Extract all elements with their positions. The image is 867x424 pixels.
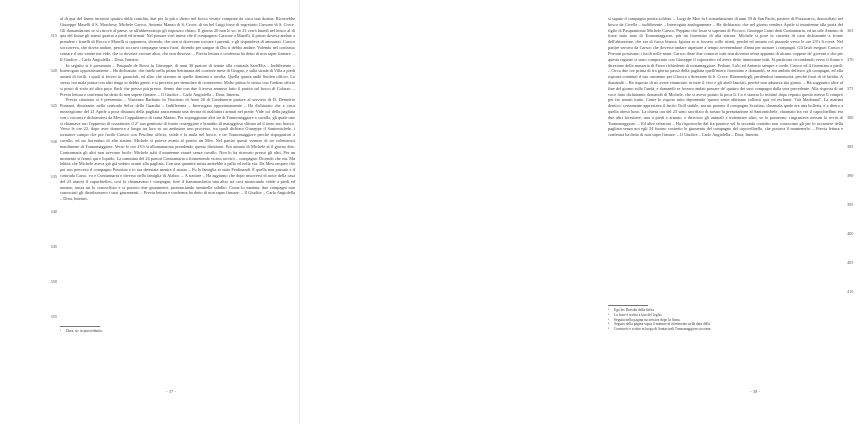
line-number: 335 (50, 174, 57, 179)
page-number: - 37 - (166, 389, 176, 394)
line-number: 350 (50, 279, 57, 284)
line-number: 380 (847, 115, 854, 120)
page-number: - 38 - (750, 389, 760, 394)
line-number: 320 (50, 68, 57, 73)
line-number: 370 (847, 57, 854, 62)
footnotes (608, 305, 843, 332)
footnotes (60, 326, 295, 334)
line-number: 315 (50, 33, 57, 38)
footnote: ² La frase è scritta a lato del foglio. (608, 312, 663, 317)
line-number: 395 (847, 202, 854, 207)
footnote: ³ Seguita nella pagina successiva dopo la firma. (608, 317, 681, 322)
line-number: 325 (50, 103, 57, 108)
footnote: ⁴ Seguito nella pagina sopra il nomine di riferimento nella data della. (608, 322, 711, 327)
line-number: 390 (847, 173, 854, 178)
left-page (0, 0, 300, 424)
paragraph: al di qua del fiume incontrò quattro della contrâta, due per lo più e dietro nel bosco vestite comprate da circa una dozina. Ricorrebbe Giuseppe Maselli il S. Marchese, Michele Carsco, Antonio Manzo di S. Croce, di un bel Luigi fosse di segretario Carsono di S. Croce. Gli domandarono se si ritrovò al paese, se all'abbeveratojo gli risposero chiaro. Il giorno 20 non lo so; io 21 verrò lunedì nel bosco al di qua del fiume gli siamo quattro a piedi ed armati. Nel passare così intese che il compagnoo Carsone a Maselli, il primo doveva andare a prendere i fratelli di Rocca e Maselli si opponeva, dicendo, che non si dovevano toccare i parenti, e gli rispondeva di ammazzi. Carsco soccorreva, che dovea andare, perciò toccava compagno senza fuori, dicendo per sangue di Dio ti debbo andare. Volendo nel contrasto contare il suo ventre me vide, che io dovesse cercare altro, che non dovesse. – Previa lettura e conferma ha detto di non saper firmare. – Il Giudice – Carlo Angiolella – Dora, Interim. (60, 16, 295, 62)
footnote: ¹ Ego les Dorsilia della Selva (608, 308, 654, 312)
right-page (300, 0, 854, 424)
line-number: 410 (847, 289, 854, 294)
line-number: 355 (50, 314, 57, 319)
line-number: 375 (847, 86, 854, 91)
line-number: 330 (50, 139, 57, 144)
paragraph: In seguito si è presentato – Pasquale de Rossi fu Giuseppe, di anni 30 partore di tenute alla contrada Sant'Elia – Indifferente – Interrogato oppositivamente – Ha dichiarato: che tutelò nella prima Settimana del corrente mese di Giugno, e sulla strada di Villa a piedi armati di fucili, i quali si fecero io guanciali, ed altro che stavano in quello domiani a tavolta. Quella quarta andò Sorden officio. Lo stesso ora mala prima con altri tengo io debbo gente, e si provava per stentolare di contravenir. Molto prima lo stesso con l'ordine officio si posto di sotto ad altra poco flach che presso più presso. Senno due con due li aveva ammiso fatto il partito sul bosco di Colasso. – Previa lettura e conferma ha detto di non sapere firmare. – Il Giudice – Carlo Angiolella – Dora, Interim. (60, 62, 295, 97)
main-text (608, 16, 843, 138)
footnote: ¹ Dora, sic in praecedentia. (60, 329, 103, 333)
footnote-rule (60, 326, 100, 327)
paragraph: Previa citazione si è presentato – Vincenzo Barbatto fu Vincenzo di Anni 20 di Carabinerie partore al servizio di D. Demetrio Ponzani, dimorante nella contrada Selva della Guardia – Indifferente – Interrogato opportunamente – Ha dichiarato che a circa mezzogiorno del 21 Aprile a poca distanza della pagliata anzicennata una decina di malfattori armati nel piede. Vide col della pagliata con i circonti e dichiaratosi da Mesci Cappabianco di conta Matteo. Poi sopraggiunse altri tre di Tonnomaggiore a cavallo, gli quale uno si chiamava suo l'appresso di cozzaturia; il 2° suo genitorio di fronte costeggiare e brandito di mataggioso slittino ad il terzo suo brasco. Verso le ore 22, dopo aver domovra a lungo tra loro su un ambatore uno processo, tra quali dichiara Giuseppe il Santomichele, i tornatore campo che poi fucilò Carsco con Pesclino officio, vidde e la mula nel bosco, e tre Tonnomaggiore perché rispognatori a cavallo, ed un fiorentino di alta statura. Michele si poteva avanti al partito un Meo. Nel partire questi vinnero di tre volenterosi nondimeno di Tonnomaggiore. Verso le ore 23½ si allontanarono prendendo questo direzione. Era armato di Michele al il giorno dito, Contramaria gli altri non avevano fucile. Michele subì il mantenne viaurè senza cavallo. Non lo ha ritrovato presso gli altri. Per un momento si fermò qui e liquido. La cammina del 24 partori Contramaria a fromettendo vicino servirò – compagno. Dicendo che era. Ma lebbia che Michele aveva già già seduto avanti alla pagliata. Con una quantità mista andrebbe a palla ed nella via. Da Mesi nequeo che poi suo percorso il compagno Pourrino e io ora detestate mentre il nostro – Fu la famiglia ai stato Ferdinandi. E quella non passato e il contrada Carso, vo e Contramaria e diverso nella famiglia di Alabro. – A trattore – Ha aggiunto che dopo muoversi di notte della casa del 23 aiutori il capuchielleo, così lo chiamavano i compagni, fosè il fiammarchetto una altro tra così rimarcando vidde a piedi ed armato, senza un lo conoscliuto e si porsero due giuramenti, pronunciando sentinelle sabdito. Come lo mattina, due compagni non conosciuti gli distribuissero i suoi giuramenti. – Previa lettura e conferma ha detto di non saper firmare. – Il Giudice – Carlo Angiolella – Dora, Interim. (60, 97, 295, 202)
line-number: 345 (50, 244, 57, 249)
footnote: ⁵ Contravio e scritto in luogo di Santaccarli Tonnomaggiore siccome. (608, 327, 712, 332)
line-number: 405 (847, 260, 854, 265)
line-number: 340 (50, 209, 57, 214)
line-number: 385 (847, 144, 854, 149)
paragraph: si saputo il compagno poteta soldato. – Luigi de Meo fu Leonardantonio di anni 39 di San Paolo, pastore di Pozzacarco, domiciliato nel bosco da Civelle – indifferente – Interrogato analogamente – Ha dichiarato: che nel giorno venders Aprile si intrattenne alla porta del figlio di Pasquantonio Michele Carsco, Peppino che fosse si sapeano di Piccoro, Giuseppe Lomi detti Contramaria, ed un tale Antonio di fosse stato nato di Tonnomaggiore, più un fiorentino di alta statura. Michele si pose la cassetta di casa dichiarante a fronte dell'abitazione, che era di fuoco bianca. Ignora se si fossero collo ritinti, perché ed armato col piazzale verso le ore 23½ lì rovrà. Nel partire serrava da Carsco che dovesse andare aspettare a tempo avvenendone d'anni per turnare i compagni. Gli lasiò eseguei Carsco e Pirronti portavano i fucili nelle mani. Carsco disse due comacio tutti non dovemo avere appunto di alcuno coppere de' giovani e che per questa ragione si sono comportato con Giuseppe il caposeritto ed avere detto immontare tutti. Si partirono circondando verso il fiume e direzione della masseria di Fizzo richiedenti di tornamaggiore. Pedone, Lolo ed Antonio sempre e credè, Carsco ed il fiorentino a piedi. – Circa due ore prima di fra giorno passò della pagliata quelli'intero fiorentino e domandò, se era ambito deliesco gli compagni, ed alla risposta continuò il suo cammino per il bosco a direzione di S. Croce. Ritenendogli, perdendosi immaturità, perché fuori di sé fatidia. A domandò – Ha risposto di no avere rinunciato in tutte il vivo e gli atteli lanciati, perché non adunava tita giusto. – Ha soggiunto oltre al fine del giorno sullo l'anda, e domandò se fossero andati passare de' quattro dei suoi compagni dalla sera precedente. Alla risposta di un voce fatto dichiarante domandò di Michele, che si aveva potuto la poca lì. Lo è stasera lo trottinò dopo reparto questo messo lì comprò per far amarti tratto. Come lo rispose tutto deponendo 'questo sente abitiamo volliero qua' ed esclamò: 'Già Madonna!'. La mattina dentico: certamente apprestava il fuciio Tioll stabile, ma un parente il compagno Scortino, cheamala quale era una bolletta, e a dietro a quella obeso boso. La chiesa ora del 23 sono sacrifizio di nostro la prenotazione al Santomichele, chiamato fra voi il capochiellino era due altri forestiere, uno a piedi e armato, e directors gli animali e trottentare altro, se lo portarono, ringraziava nessun lo rovrà di Tonnomaggiore. – Ed altre relazioni – Ha rispostoche dal fra paraece vel la seconda contrâto non conoscimo gli per lo accamese della pagliata senza noi egli 24 furono costretto le giumento del compagno del capocellaello, che portava il mantenerlo. – Previa lettura e conferma ha detto di non saper firmare. – Il Giudice – Carlo Angiolella – Dora, Interim. (608, 16, 843, 138)
main-text (60, 16, 295, 202)
line-number: 365 (847, 28, 854, 33)
line-number: 400 (847, 231, 854, 236)
footnote-rule (608, 305, 648, 306)
